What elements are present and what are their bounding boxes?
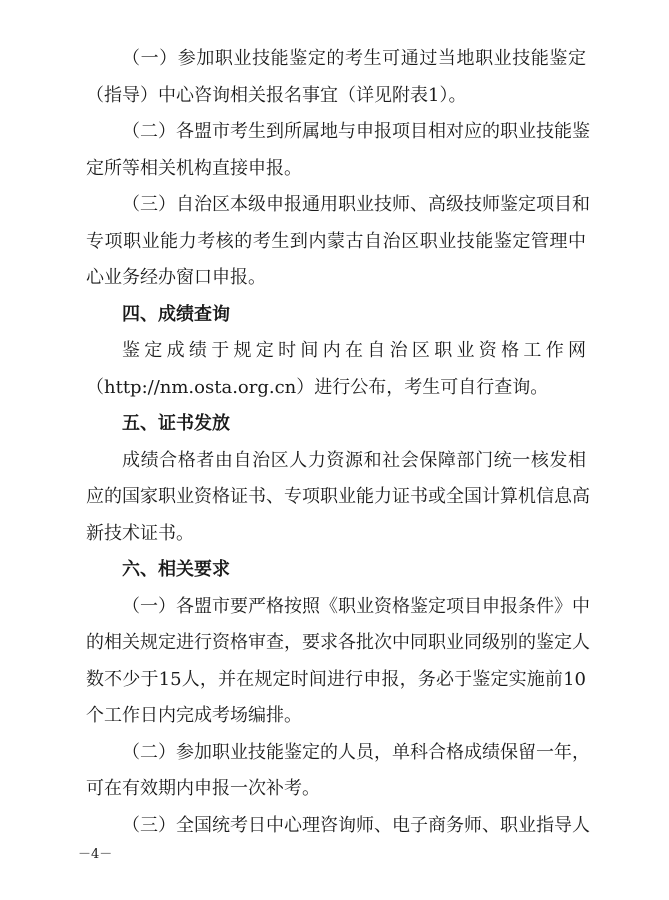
text-line: 鉴定成绩于规定时间内在自治区职业资格工作网	[122, 340, 586, 361]
text-line: 数不少于15人，并在规定时间进行申报，务必于鉴定实施前10	[86, 669, 586, 690]
text-line: 的相关规定进行资格审查，要求各批次中同职业同级别的鉴定人	[86, 632, 590, 653]
text-line: 新技术证书。	[86, 523, 194, 544]
text-line: （三）全国统考日中心理咨询师、电子商务师、职业指导人	[122, 815, 590, 836]
text-line: 个工作日内完成考场编排。	[86, 705, 302, 726]
text-line: （二）各盟市考生到所属地与申报项目相对应的职业技能鉴	[122, 121, 590, 142]
text-line: 专项职业能力考核的考生到内蒙古自治区职业技能鉴定管理中	[86, 231, 586, 252]
text-line: （指导）中心咨询相关报名事宜（详见附表1）。	[86, 85, 467, 106]
text-line: 应的国家职业资格证书、专项职业能力证书或全国计算机信息高	[86, 486, 590, 507]
text-line: 可在有效期内申报一次补考。	[86, 778, 320, 799]
page-number: －4－	[78, 847, 113, 862]
section-heading-related-requirements: 六、相关要求	[122, 559, 230, 580]
text-line: （二）参加职业技能鉴定的人员，单科合格成绩保留一年，	[122, 742, 590, 763]
text-line: 成绩合格者由自治区人力资源和社会保障部门统一核发相	[122, 450, 586, 471]
text-line: （一）参加职业技能鉴定的考生可通过当地职业技能鉴定	[122, 48, 586, 69]
section-heading-certificate-issuance: 五、证书发放	[122, 413, 230, 434]
text-line: 定所等相关机构直接申报。	[86, 158, 302, 179]
text-line: （一）各盟市要严格按照《职业资格鉴定项目申报条件》中	[122, 596, 590, 617]
section-heading-score-inquiry: 四、成绩查询	[122, 304, 230, 325]
text-line: 心业务经办窗口申报。	[86, 267, 266, 288]
text-line: （三）自治区本级申报通用职业技师、高级技师鉴定项目和	[122, 194, 590, 215]
text-line: （http://nm.osta.org.cn）进行公布，考生可自行查询。	[86, 377, 549, 398]
